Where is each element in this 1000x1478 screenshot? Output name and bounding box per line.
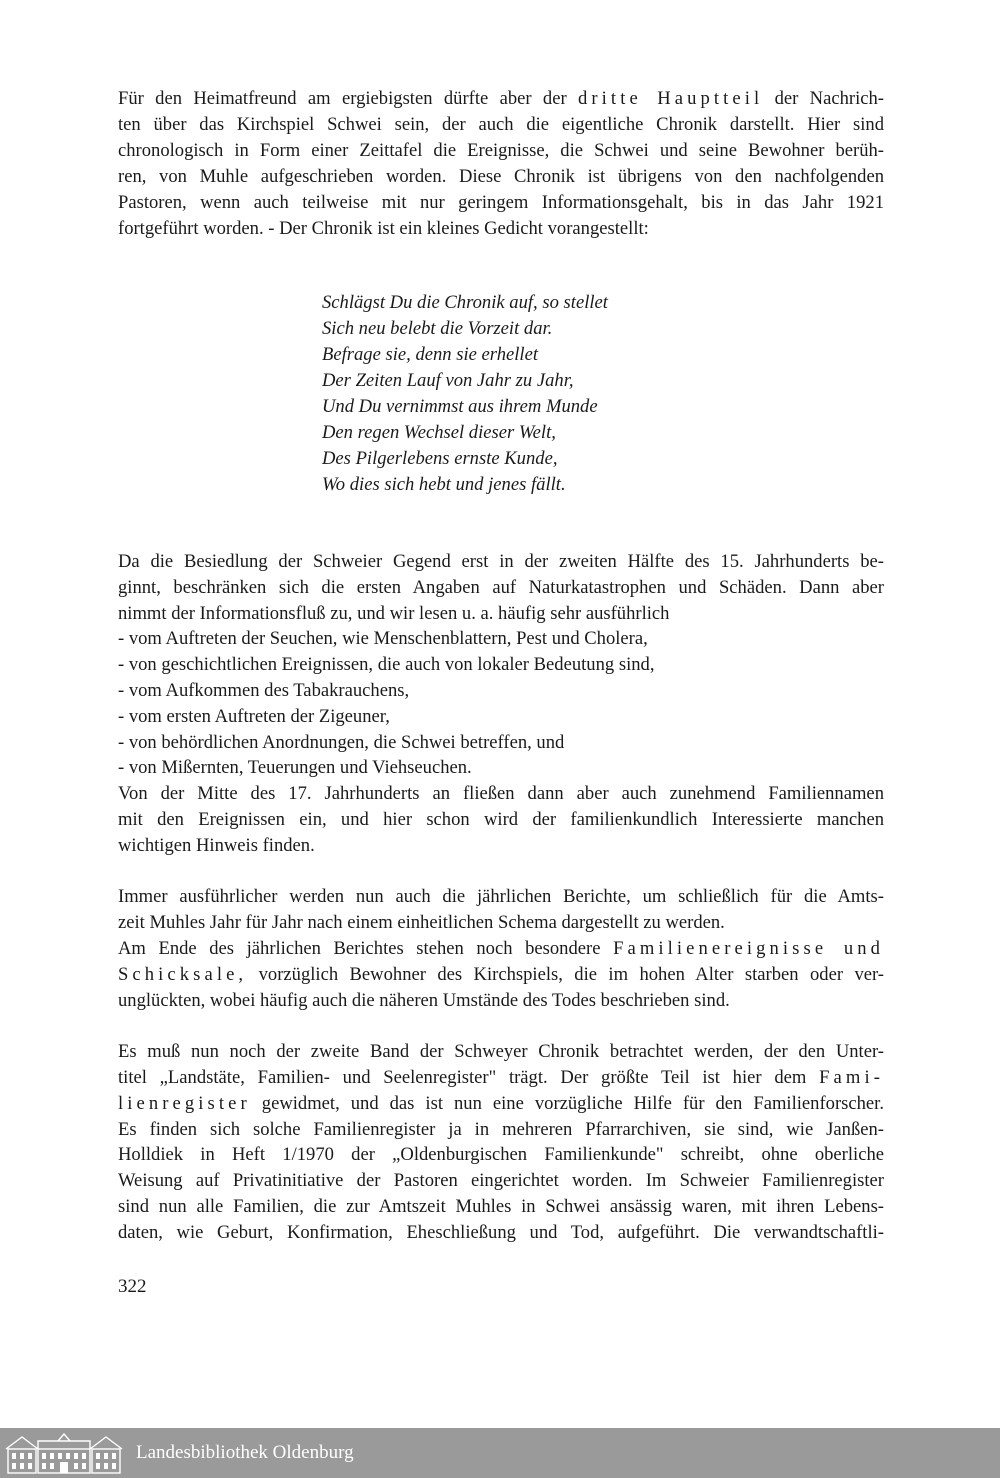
text-line: ten über das Kirchspiel Schwei sein, der auch die eigentliche Chronik darstellt. Hier sind bbox=[118, 114, 884, 135]
library-name: Landesbibliothek Oldenburg bbox=[136, 1442, 354, 1463]
text-line: Holldiek in Heft 1/1970 der „Oldenburgischen Familienkunde" schreibt, ohne oberliche bbox=[118, 1144, 884, 1166]
poem-line: Den regen Wechsel dieser Welt, bbox=[322, 422, 556, 443]
poem-line: Und Du vernimmst aus ihrem Munde bbox=[322, 396, 598, 417]
settlement-paragraph bbox=[118, 549, 884, 626]
library-building-icon bbox=[2, 1431, 126, 1475]
poem-line: Der Zeiten Lauf von Jahr zu Jahr, bbox=[322, 370, 574, 391]
paragraph-gap bbox=[118, 1013, 884, 1039]
text-line: sind nun alle Familien, die zur Amtszeit Muhles in Schwei ansässig waren, mit ihren Lebens- bbox=[118, 1195, 884, 1217]
list-item: - von Mißernten, Teuerungen und Viehseuchen. bbox=[118, 757, 472, 779]
spaced-emphasis: lienregister bbox=[118, 1092, 251, 1114]
text-line: Pastoren, wenn auch teilweise mit nur geringem Informationsgehalt, bis in das Jahr 1921 bbox=[118, 192, 884, 213]
spaced-emphasis: Familienereignisse und bbox=[613, 937, 885, 959]
text-line: wichtigen Hinweis finden. bbox=[118, 834, 315, 856]
annual-reports-paragraph bbox=[118, 884, 884, 936]
paragraph-gap bbox=[118, 859, 884, 885]
page-number: 322 bbox=[118, 1276, 147, 1297]
text-line: Schicksale, vorzüglich Bewohner des Kirchspiels, die im hohen Alter starben oder ver- bbox=[118, 963, 885, 985]
text-line: lienregister gewidmet, und das ist nun eine vorzügliche Hilfe für den Familienforscher. bbox=[118, 1092, 884, 1114]
list-item: - vom ersten Auftreten der Zigeuner, bbox=[118, 705, 390, 727]
second-volume-paragraph bbox=[118, 1039, 884, 1245]
event-list bbox=[118, 626, 884, 781]
text-line: Für den Heimatfreund am ergiebigsten dürfte aber der dritte Hauptteil der Nachrich- bbox=[118, 88, 884, 109]
text-line: Weisung auf Privatinitiative der Pastoren eingerichtet worden. Im Schweier Familienregister bbox=[118, 1170, 884, 1192]
text-line: unglückten, wobei häufig auch die näheren Umstände des Todes beschrieben sind. bbox=[118, 989, 730, 1011]
list-item: - von behördlichen Anordnungen, die Schwei betreffen, und bbox=[118, 731, 565, 753]
spaced-emphasis: dritte Hauptteil bbox=[578, 88, 764, 109]
text-line: zeit Muhles Jahr für Jahr nach einem einheitlichen Schema dargestellt zu werden. bbox=[118, 912, 725, 934]
text-line: ginnt, beschränken sich die ersten Angaben auf Naturkatastrophen und Schäden. Dann aber bbox=[118, 576, 884, 598]
list-item: - vom Auftreten der Seuchen, wie Menschenblattern, Pest und Cholera, bbox=[118, 628, 648, 650]
text-line: Immer ausführlicher werden nun auch die jährlichen Berichte, um schließlich für die Amts- bbox=[118, 886, 884, 908]
spaced-emphasis: Fami- bbox=[819, 1066, 884, 1088]
text-line: titel „Landstäte, Familien- und Seelenregister" trägt. Der größte Teil ist hier dem Fami- bbox=[118, 1066, 884, 1088]
poem-line: Wo dies sich hebt und jenes fällt. bbox=[322, 474, 566, 495]
text-line: Von der Mitte des 17. Jahrhunderts an fließen dann aber auch zunehmend Familiennamen bbox=[118, 783, 884, 805]
spaced-emphasis: Schicksale, bbox=[118, 963, 248, 985]
text-line: chronologisch in Form einer Zeittafel die Ereignisse, die Schwei und seine Bewohner berüh- bbox=[118, 140, 884, 161]
poem-line: Schlägst Du die Chronik auf, so stellet bbox=[322, 292, 608, 313]
poem-line: Des Pilgerlebens ernste Kunde, bbox=[322, 448, 558, 469]
text-line: fortgeführt worden. - Der Chronik ist ein kleines Gedicht vorangestellt: bbox=[118, 218, 649, 239]
list-item: - von geschichtlichen Ereignissen, die auch von lokaler Bedeutung sind, bbox=[118, 654, 655, 676]
text-line: mit den Ereignissen ein, und hier schon wird der familienkundlich Interessierte manchen bbox=[118, 808, 884, 830]
poem-line: Sich neu belebt die Vorzeit dar. bbox=[322, 318, 553, 339]
main-text bbox=[118, 549, 884, 1246]
footer-bar bbox=[0, 1428, 1000, 1478]
poem bbox=[322, 290, 608, 498]
text-line: Da die Besiedlung der Schweier Gegend erst in der zweiten Hälfte des 15. Jahrhunderts be- bbox=[118, 551, 884, 572]
text-line: nimmt der Informationsfluß zu, und wir lesen u. a. häufig sehr ausführlich bbox=[118, 602, 670, 624]
poem-line: Befrage sie, denn sie erhellet bbox=[322, 344, 539, 365]
text-line: ren, von Muhle aufgeschrieben worden. Diese Chronik ist übrigens von den nachfolgenden bbox=[118, 166, 884, 187]
family-events-paragraph bbox=[118, 936, 884, 1013]
text-line: Am Ende des jährlichen Berichtes stehen noch besondere Familienereignisse und bbox=[118, 937, 885, 959]
family-names-paragraph bbox=[118, 781, 884, 858]
text-line: daten, wie Geburt, Konfirmation, Eheschließung und Tod, aufgeführt. Die verwandtschaftli- bbox=[118, 1221, 884, 1243]
text-line: Es muß nun noch der zweite Band der Schweyer Chronik betrachtet werden, der den Unter- bbox=[118, 1041, 884, 1063]
text-line: Es finden sich solche Familienregister ja in mehreren Pfarrarchiven, sie sind, wie Janßen- bbox=[118, 1118, 884, 1140]
intro-paragraph bbox=[118, 86, 884, 242]
list-item: - vom Aufkommen des Tabakrauchens, bbox=[118, 679, 410, 701]
